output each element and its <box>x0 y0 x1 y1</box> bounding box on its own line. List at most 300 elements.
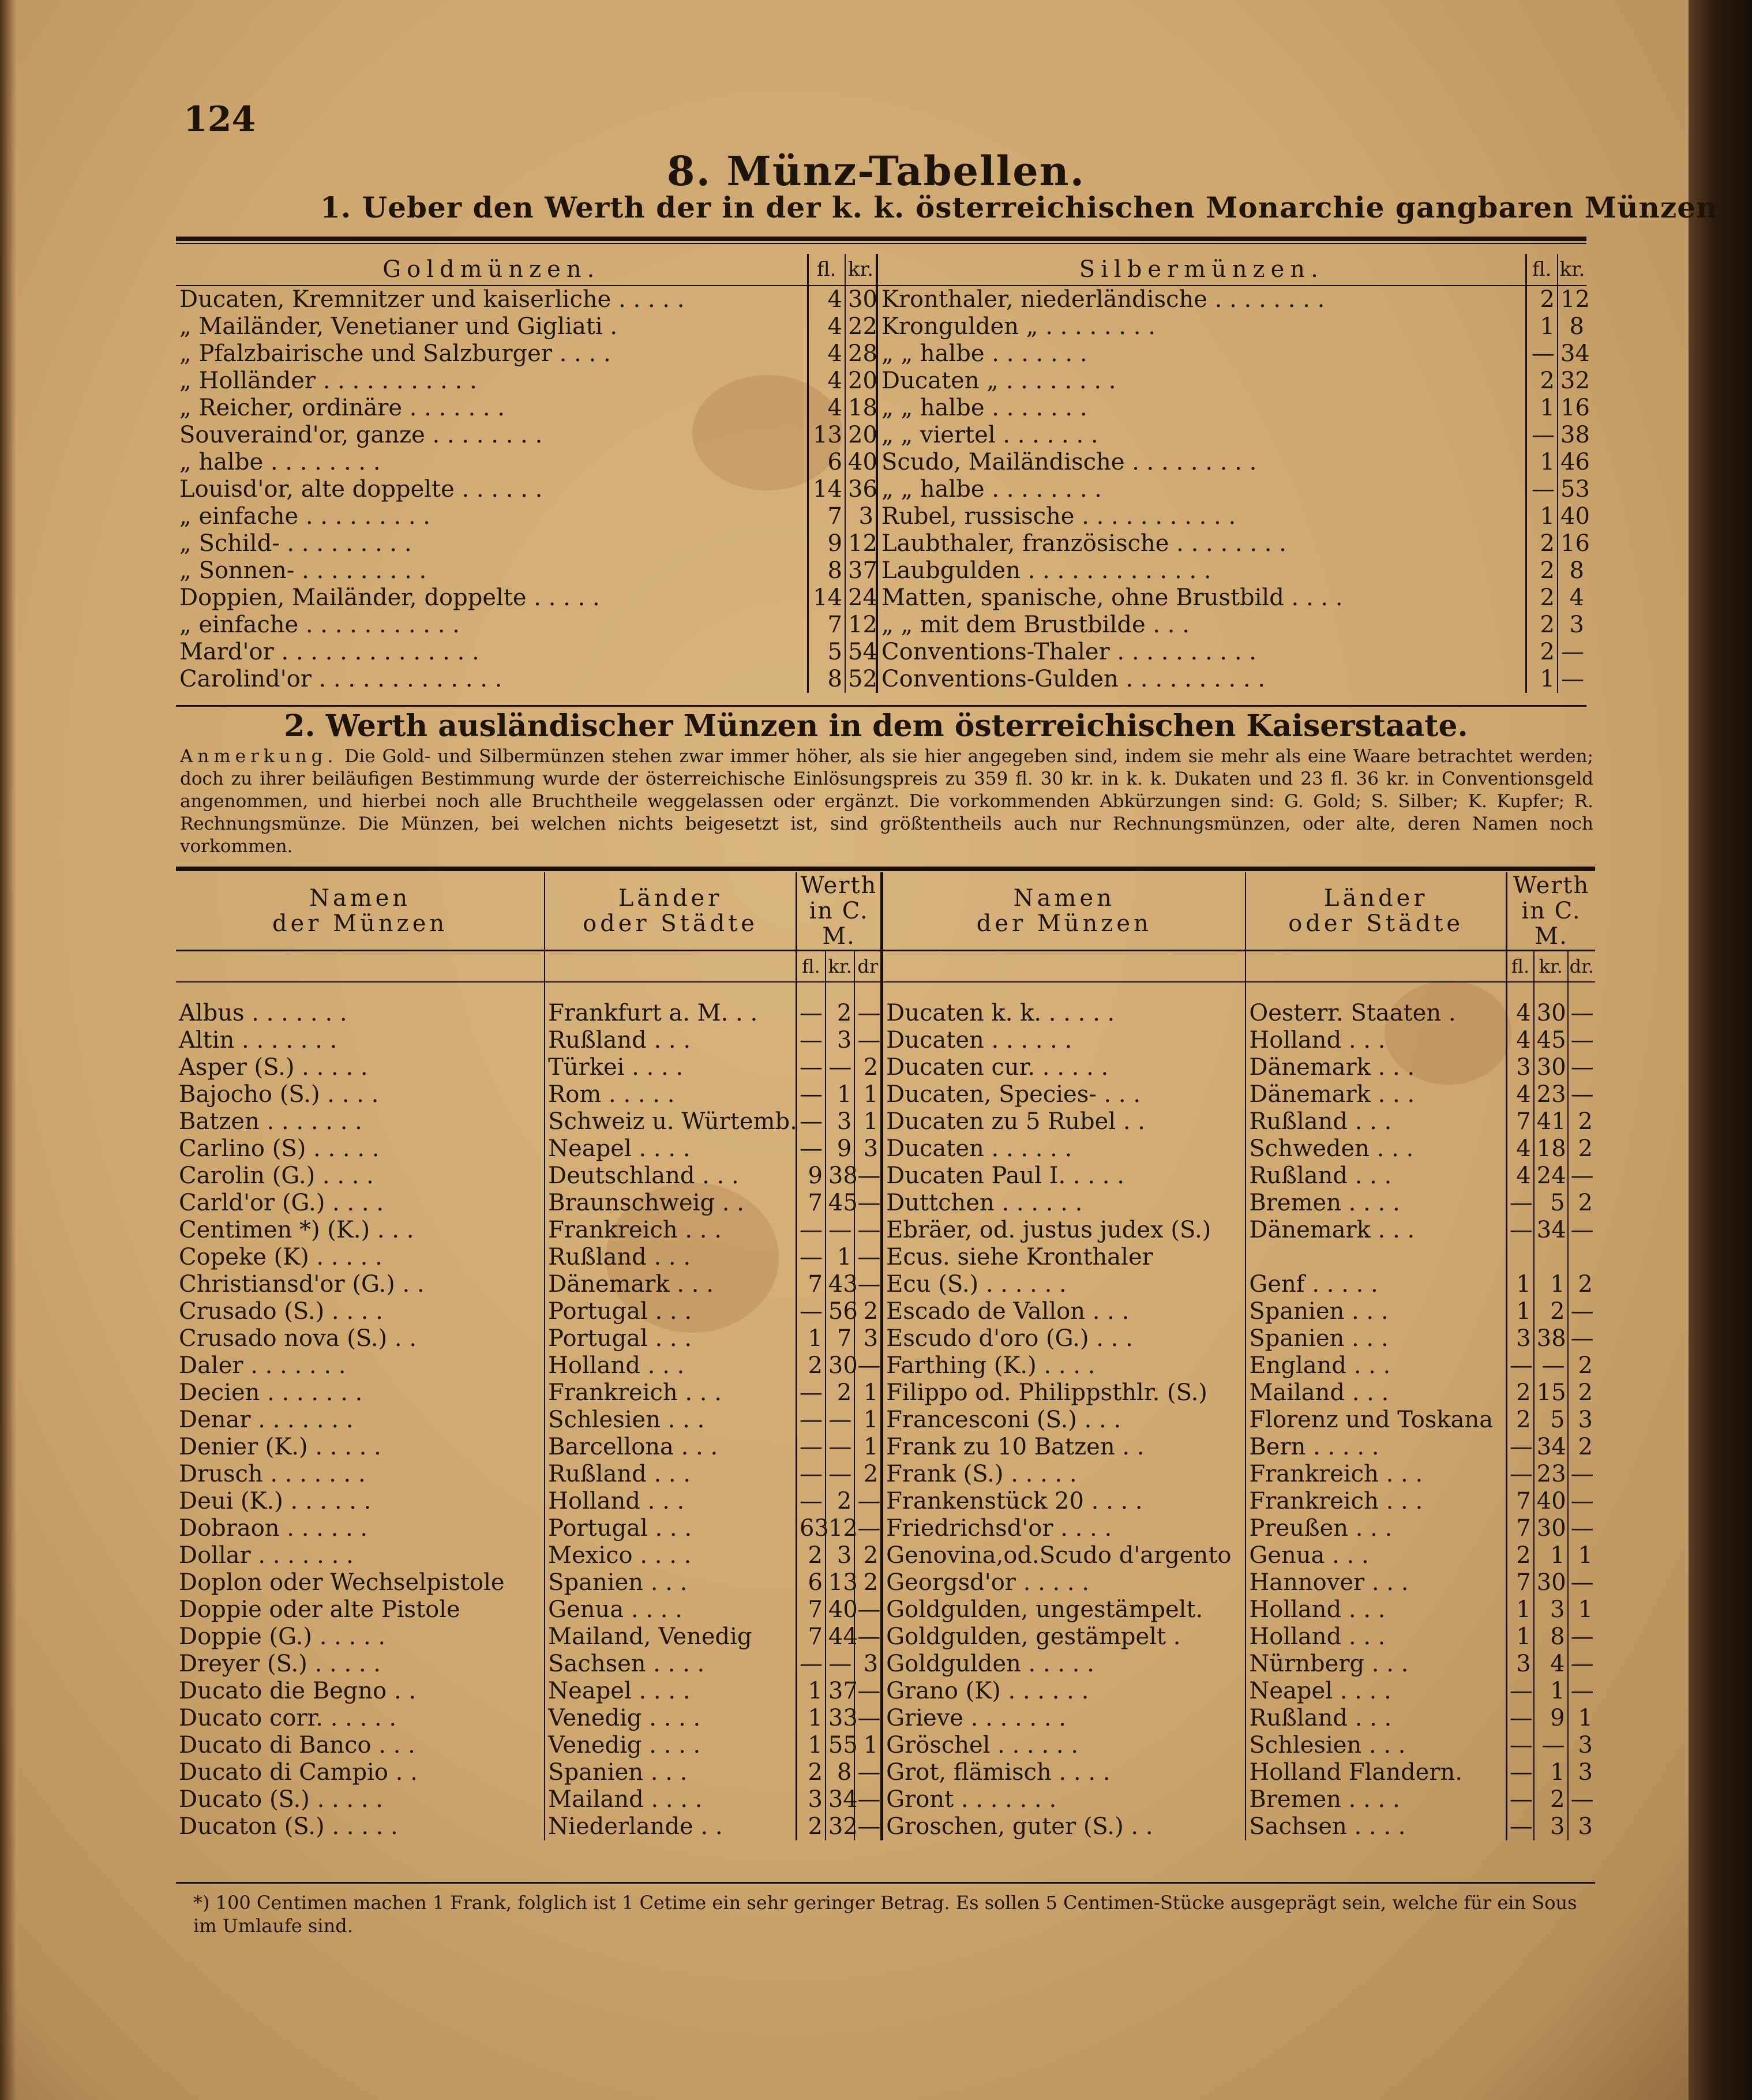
table2-row <box>176 1488 1595 1515</box>
coin-kr-left: 12 <box>826 1515 854 1542</box>
gold-coin-fl: 7 <box>808 503 845 530</box>
table2-row <box>176 1298 1595 1325</box>
coin-land-left: Mexico . . . . <box>545 1542 796 1569</box>
table1-row <box>176 639 1586 666</box>
silver-coin-kr: — <box>1558 666 1586 693</box>
coin-kr-left: 2 <box>826 1379 854 1407</box>
coin-fl-left: — <box>796 1488 825 1515</box>
coin-dr-left: — <box>854 1271 881 1298</box>
col-value-right <box>1506 872 1595 951</box>
coin-kr-right: 1 <box>1534 1678 1568 1705</box>
coin-dr-right: — <box>1568 1325 1595 1352</box>
coin-kr-left: 38 <box>826 1162 854 1190</box>
coin-land-left: Portugal . . . <box>545 1325 796 1352</box>
silver-coin-fl: 1 <box>1526 313 1558 340</box>
gold-coin-name: Mard'or . . . . . . . . . . . . . . <box>179 639 479 665</box>
coin-dr-left: 1 <box>854 1407 881 1434</box>
domestic-coins-table <box>176 254 1590 693</box>
coin-fl-left: — <box>796 1244 825 1271</box>
coin-fl-left: 7 <box>796 1623 825 1651</box>
page-number: 124 <box>183 99 256 140</box>
coin-dr-right: 3 <box>1568 1732 1595 1759</box>
coin-land-right: Schweden . . . <box>1245 1135 1506 1162</box>
gold-coin-fl: 14 <box>808 476 845 503</box>
coin-kr-left: 2 <box>826 1488 854 1515</box>
coin-land-left: Rußland . . . <box>545 1244 796 1271</box>
coin-dr-right: 2 <box>1568 1434 1595 1461</box>
coin-land-left: Spanien . . . <box>545 1569 796 1596</box>
silver-coin-fl: 2 <box>1526 367 1558 395</box>
coin-kr-left: 1 <box>826 1244 854 1271</box>
coin-name-left: Doplon oder Wechselpistole <box>179 1569 505 1596</box>
coin-name-right: Ecus. siehe Kronthaler <box>882 1244 1246 1271</box>
coin-fl-left: 1 <box>796 1732 825 1759</box>
coin-kr-right: 23 <box>1534 1081 1568 1108</box>
coin-fl-left: — <box>796 1407 825 1434</box>
coin-kr-left: 3 <box>826 1542 854 1569</box>
coin-dr-right: — <box>1568 1488 1595 1515</box>
gold-coin-kr: 30 <box>845 286 877 313</box>
coin-kr-right: 41 <box>1534 1108 1568 1135</box>
coin-land-right: Rußland . . . <box>1245 1162 1506 1190</box>
coin-dr-left: 2 <box>854 1569 881 1596</box>
coin-dr-right <box>1568 1244 1595 1271</box>
gold-coin-kr: 12 <box>845 530 877 557</box>
coin-fl-right: 2 <box>1506 1542 1533 1569</box>
coin-dr-left: 2 <box>854 1054 881 1081</box>
coin-dr-right: — <box>1568 1298 1595 1325</box>
coin-land-right: Rußland . . . <box>1245 1108 1506 1135</box>
gold-coin-name: „ Pfalzbairische und Salzburger . . . . <box>179 340 611 367</box>
table1-row <box>176 503 1586 530</box>
coin-land-right: Spanien . . . <box>1245 1298 1506 1325</box>
coin-land-right: Nürnberg . . . <box>1245 1651 1506 1678</box>
table2-header-row <box>176 872 1595 951</box>
coin-name-left: Denar . . . . . . . <box>179 1407 354 1433</box>
coin-land-right: Dänemark . . . <box>1245 1054 1506 1081</box>
table1-body <box>176 286 1590 693</box>
coin-fl-right: — <box>1506 1434 1533 1461</box>
coin-fl-left: 1 <box>796 1325 825 1352</box>
coin-dr-right: 2 <box>1568 1379 1595 1407</box>
coin-kr-left: 33 <box>826 1705 854 1732</box>
coin-land-left: Spanien . . . <box>545 1759 796 1786</box>
gold-coin-fl: 5 <box>808 639 845 666</box>
silver-fl-header: fl. <box>1526 254 1558 286</box>
coin-dr-left: 1 <box>854 1732 881 1759</box>
col-names-right <box>882 872 1246 951</box>
silver-coin-fl: 1 <box>1526 666 1558 693</box>
coin-fl-left: — <box>796 1135 825 1162</box>
col-value-line1: Werth <box>1513 872 1590 899</box>
table1-row <box>176 476 1586 503</box>
coin-land-right: Mailand . . . <box>1245 1379 1506 1407</box>
coin-kr-left: 30 <box>826 1352 854 1379</box>
coin-dr-left: — <box>854 1759 881 1786</box>
coin-fl-right: 4 <box>1506 982 1533 1027</box>
coin-land-right: Bern . . . . . <box>1245 1434 1506 1461</box>
coin-land-right: Genua . . . <box>1245 1542 1506 1569</box>
coin-name-left: Crusado (S.) . . . . <box>179 1298 383 1325</box>
silver-coin-name: Laubgulden . . . . . . . . . . . . . <box>877 557 1526 584</box>
book-spine <box>1689 0 1752 2100</box>
gold-coin-kr: 12 <box>845 612 877 639</box>
coin-kr-left: — <box>826 1054 854 1081</box>
coin-land-left: Frankreich . . . <box>545 1379 796 1407</box>
coin-kr-right: 30 <box>1534 982 1568 1027</box>
coin-dr-left: — <box>854 1244 881 1271</box>
silver-coin-name: Rubel, russische . . . . . . . . . . . <box>877 503 1526 530</box>
col-lands-line1: Länder <box>1323 885 1428 912</box>
coin-dr-right: 1 <box>1568 1596 1595 1623</box>
gold-coin-name: „ Reicher, ordinäre . . . . . . . <box>179 395 505 421</box>
coin-dr-left: 3 <box>854 1325 881 1352</box>
coin-name-right: Genovina,od.Scudo d'argento <box>882 1542 1246 1569</box>
coin-name-right: Farthing (K.) . . . . <box>882 1352 1246 1379</box>
table2-row <box>176 1081 1595 1108</box>
coin-kr-right: 2 <box>1534 1298 1568 1325</box>
silver-coin-kr: 4 <box>1558 584 1586 612</box>
coin-land-right: Holland Flandern. <box>1245 1759 1506 1786</box>
table2-row <box>176 1027 1595 1054</box>
silver-coin-name: Matten, spanische, ohne Brustbild . . . . <box>877 584 1526 612</box>
coin-dr-right: 3 <box>1568 1407 1595 1434</box>
coin-kr-right: 38 <box>1534 1325 1568 1352</box>
coin-land-left: Sachsen . . . . <box>545 1651 796 1678</box>
col-value-line1: Werth <box>800 872 877 899</box>
coin-dr-left: 3 <box>854 1651 881 1678</box>
coin-kr-left: 32 <box>826 1813 854 1840</box>
coin-kr-left: 40 <box>826 1596 854 1623</box>
blank-subheader <box>176 951 545 982</box>
coin-fl-right: — <box>1506 1705 1533 1732</box>
kr-subheader-left: kr. <box>826 951 854 982</box>
gold-fl-header: fl. <box>808 254 845 286</box>
table2-row <box>176 982 1595 1027</box>
coin-dr-left: — <box>854 1678 881 1705</box>
silver-coin-fl: 2 <box>1526 557 1558 584</box>
coin-land-right: England . . . <box>1245 1352 1506 1379</box>
coin-fl-right: 2 <box>1506 1407 1533 1434</box>
coin-fl-right: — <box>1506 1759 1533 1786</box>
coin-name-right: Goldgulden . . . . . <box>882 1651 1246 1678</box>
coin-dr-left: 2 <box>854 1461 881 1488</box>
coin-dr-right: — <box>1568 1678 1595 1705</box>
coin-fl-left: 2 <box>796 1542 825 1569</box>
coin-name-left: Dreyer (S.) . . . . . <box>179 1651 381 1677</box>
table1-row <box>176 395 1586 422</box>
table2-row <box>176 1054 1595 1081</box>
col-names-line2: der Münzen <box>272 910 448 937</box>
coin-name-right: Goldgulden, ungestämpelt. <box>882 1596 1246 1623</box>
table2-row <box>176 1759 1595 1786</box>
coin-kr-right: 1 <box>1534 1542 1568 1569</box>
coin-land-left: Frankfurt a. M. . . <box>545 982 796 1027</box>
coin-land-right: Neapel . . . . <box>1245 1678 1506 1705</box>
coin-dr-right: 2 <box>1568 1108 1595 1135</box>
coin-dr-left: — <box>854 1217 881 1244</box>
coin-fl-right: 4 <box>1506 1135 1533 1162</box>
coin-dr-left: — <box>854 1786 881 1813</box>
gold-coin-fl: 4 <box>808 395 845 422</box>
coin-name-right: Frankenstück 20 . . . . <box>882 1488 1246 1515</box>
coin-dr-left: 2 <box>854 1298 881 1325</box>
coin-dr-right: 2 <box>1568 1190 1595 1217</box>
coin-name-right: Grano (K) . . . . . . <box>882 1678 1246 1705</box>
coin-fl-left: 7 <box>796 1271 825 1298</box>
coin-kr-left: — <box>826 1651 854 1678</box>
silver-coin-kr: — <box>1558 639 1586 666</box>
gold-coin-fl: 4 <box>808 367 845 395</box>
coin-kr-left: — <box>826 1217 854 1244</box>
table2-row <box>176 1732 1595 1759</box>
coin-name-left: Carolin (G.) . . . . <box>179 1162 374 1189</box>
coin-kr-left: 3 <box>826 1108 854 1135</box>
coin-dr-right: — <box>1568 1461 1595 1488</box>
remark-paragraph <box>180 745 1593 858</box>
coin-fl-left: 7 <box>796 1596 825 1623</box>
silver-coin-fl: 1 <box>1526 395 1558 422</box>
table2-row <box>176 1352 1595 1379</box>
fl-subheader-right: fl. <box>1506 951 1533 982</box>
coin-name-left: Asper (S.) . . . . . <box>179 1054 368 1081</box>
coin-dr-right: 2 <box>1568 1135 1595 1162</box>
coin-land-left: Neapel . . . . <box>545 1678 796 1705</box>
coin-dr-left: — <box>854 1488 881 1515</box>
table2-row <box>176 1407 1595 1434</box>
coin-name-left: Drusch . . . . . . . <box>179 1461 366 1487</box>
coin-dr-right: — <box>1568 982 1595 1027</box>
coin-dr-right: 1 <box>1568 1542 1595 1569</box>
coin-name-left: Carld'or (G.) . . . . <box>179 1190 384 1216</box>
col-value-line2: in C. M. <box>1521 898 1581 950</box>
footnote: *) 100 Centimen machen 1 Frank, folglich ist 1 Cetime ein sehr geringer Betrag. Es sollen 5 Centimen-Stücke ausgeprägt sein, welche für ein Sous im Umlaufe sind. <box>193 1892 1577 1937</box>
silver-coin-kr: 53 <box>1558 476 1586 503</box>
coin-fl-left: — <box>796 1217 825 1244</box>
coin-fl-right: 3 <box>1506 1651 1533 1678</box>
table2-row <box>176 1108 1595 1135</box>
table2-row <box>176 1515 1595 1542</box>
coin-kr-right: 30 <box>1534 1515 1568 1542</box>
coin-dr-right: — <box>1568 1651 1595 1678</box>
coin-kr-right <box>1534 1244 1568 1271</box>
coin-dr-right: 3 <box>1568 1759 1595 1786</box>
coin-name-left: Dobraon . . . . . . <box>179 1515 368 1542</box>
col-names-line1: Namen <box>309 885 411 912</box>
silver-coin-name: Conventions-Thaler . . . . . . . . . . <box>877 639 1526 666</box>
coin-kr-right: 24 <box>1534 1162 1568 1190</box>
coin-name-right: Gront . . . . . . . <box>882 1786 1246 1813</box>
coin-dr-left: 1 <box>854 1379 881 1407</box>
table1-row <box>176 313 1586 340</box>
coin-land-right: Holland . . . <box>1245 1623 1506 1651</box>
coin-fl-right: — <box>1506 1813 1533 1840</box>
gold-coin-kr: 37 <box>845 557 877 584</box>
gold-coin-kr: 36 <box>845 476 877 503</box>
gold-coin-fl: 7 <box>808 612 845 639</box>
table2-row <box>176 1244 1595 1271</box>
table1-row <box>176 340 1586 367</box>
gold-coin-fl: 14 <box>808 584 845 612</box>
coin-fl-left: — <box>796 1651 825 1678</box>
gold-coin-kr: 20 <box>845 367 877 395</box>
silver-coin-kr: 34 <box>1558 340 1586 367</box>
coin-kr-right: — <box>1534 1352 1568 1379</box>
coin-fl-right: 4 <box>1506 1081 1533 1108</box>
coin-name-right: Ebräer, od. justus judex (S.) <box>882 1217 1246 1244</box>
gold-coin-name: „ einfache . . . . . . . . . . . <box>179 612 460 638</box>
coin-dr-left: — <box>854 982 881 1027</box>
coin-land-left: Venedig . . . . <box>545 1732 796 1759</box>
coin-kr-left: 45 <box>826 1190 854 1217</box>
coin-dr-right: — <box>1568 1162 1595 1190</box>
table2-top-rule <box>176 867 1595 871</box>
coin-fl-left: 2 <box>796 1759 825 1786</box>
remark-label: Anmerkung. <box>180 746 338 767</box>
coin-land-right: Frankreich . . . <box>1245 1461 1506 1488</box>
coin-name-left: Ducato di Banco . . . <box>179 1732 415 1758</box>
coin-fl-right: 3 <box>1506 1054 1533 1081</box>
silver-coin-fl: — <box>1526 340 1558 367</box>
gold-coins-header: Goldmünzen. <box>176 254 808 286</box>
gold-coin-name: „ Sonnen- . . . . . . . . . <box>179 557 427 584</box>
coin-dr-left: 1 <box>854 1434 881 1461</box>
coin-dr-left: 1 <box>854 1108 881 1135</box>
coin-fl-right: — <box>1506 1461 1533 1488</box>
table1-row <box>176 666 1586 693</box>
coin-kr-right: 5 <box>1534 1407 1568 1434</box>
coin-land-right: Genf . . . . . <box>1245 1271 1506 1298</box>
coin-fl-right: 7 <box>1506 1108 1533 1135</box>
coin-dr-left: — <box>854 1705 881 1732</box>
coin-land-left: Venedig . . . . <box>545 1705 796 1732</box>
table2-row <box>176 1461 1595 1488</box>
table2-row <box>176 1135 1595 1162</box>
col-names-line1: Namen <box>1013 885 1115 912</box>
gold-coin-kr: 40 <box>845 449 877 476</box>
coin-kr-right: 15 <box>1534 1379 1568 1407</box>
coin-kr-left: — <box>826 1407 854 1434</box>
coin-name-right: Ducaten, Species- . . . <box>882 1081 1246 1108</box>
coin-name-left: Ducato corr. . . . . . <box>179 1705 397 1731</box>
coin-fl-right: — <box>1506 1732 1533 1759</box>
coin-land-right: Sachsen . . . . <box>1245 1813 1506 1840</box>
coin-land-right: Hannover . . . <box>1245 1569 1506 1596</box>
silver-coin-kr: 16 <box>1558 530 1586 557</box>
coin-name-left: Centimen *) (K.) . . . <box>179 1217 414 1243</box>
silver-coin-kr: 46 <box>1558 449 1586 476</box>
coin-land-left: Schweiz u. Würtemb. <box>545 1108 796 1135</box>
gold-coin-fl: 13 <box>808 422 845 449</box>
silver-coin-kr: 12 <box>1558 286 1586 313</box>
coin-fl-left: 3 <box>796 1786 825 1813</box>
silver-coin-name: Kronthaler, niederländische . . . . . . . . <box>877 286 1526 313</box>
coin-fl-left: 9 <box>796 1162 825 1190</box>
gold-coin-name: Souveraind'or, ganze . . . . . . . . <box>179 422 543 448</box>
coin-fl-right: — <box>1506 1786 1533 1813</box>
gold-coin-name: „ Schild- . . . . . . . . . <box>179 530 412 557</box>
silver-coin-fl: 1 <box>1526 449 1558 476</box>
gold-coin-fl: 4 <box>808 340 845 367</box>
coin-fl-left: — <box>796 1081 825 1108</box>
coin-dr-right: — <box>1568 1054 1595 1081</box>
coin-land-left: Türkei . . . . <box>545 1054 796 1081</box>
gold-coin-fl: 4 <box>808 286 845 313</box>
coin-name-right: Escudo d'oro (G.) . . . <box>882 1325 1246 1352</box>
coin-dr-left: — <box>854 1190 881 1217</box>
coin-name-right: Grot, flämisch . . . . <box>882 1759 1246 1786</box>
coin-name-left: Doppie oder alte Pistole <box>179 1596 460 1623</box>
coin-fl-right: 4 <box>1506 1027 1533 1054</box>
silver-coin-name: „ „ viertel . . . . . . . <box>877 422 1526 449</box>
silver-coin-name: „ „ halbe . . . . . . . <box>877 340 1526 367</box>
coin-dr-right: — <box>1568 1027 1595 1054</box>
coin-kr-left: 9 <box>826 1135 854 1162</box>
table1-title: 1. Ueber den Werth der in der k. k. österreichischen Monarchie gangbaren Münzen <box>320 190 1718 224</box>
coin-dr-right: 3 <box>1568 1813 1595 1840</box>
col-names-line2: der Münzen <box>976 910 1152 937</box>
coin-fl-left: — <box>796 1461 825 1488</box>
coin-fl-left: — <box>796 1108 825 1135</box>
silver-coin-fl: 1 <box>1526 503 1558 530</box>
gold-coin-kr: 54 <box>845 639 877 666</box>
silver-coin-fl: — <box>1526 476 1558 503</box>
table2-row <box>176 1379 1595 1407</box>
col-value-left <box>796 872 881 951</box>
coin-land-left: Genua . . . . <box>545 1596 796 1623</box>
coin-dr-right: — <box>1568 1786 1595 1813</box>
coin-land-right: Bremen . . . . <box>1245 1190 1506 1217</box>
table1-header-row <box>176 254 1586 286</box>
coin-fl-left: — <box>796 1027 825 1054</box>
gold-coin-name: „ halbe . . . . . . . . <box>179 449 381 475</box>
coin-kr-left: 55 <box>826 1732 854 1759</box>
fl-subheader-left: fl. <box>796 951 825 982</box>
table2-row <box>176 1813 1595 1840</box>
coin-kr-right: 2 <box>1534 1786 1568 1813</box>
coin-fl-left: — <box>796 1298 825 1325</box>
coin-name-right: Ecu (S.) . . . . . . <box>882 1271 1246 1298</box>
coin-name-right: Ducaten zu 5 Rubel . . <box>882 1108 1246 1135</box>
coin-dr-left: — <box>854 1623 881 1651</box>
coin-land-left: Barcellona . . . <box>545 1434 796 1461</box>
coin-fl-right: — <box>1506 1217 1533 1244</box>
coin-land-right: Oesterr. Staaten . <box>1245 982 1506 1027</box>
coin-name-left: Altin . . . . . . . <box>179 1027 337 1053</box>
coin-kr-left: 2 <box>826 982 854 1027</box>
coin-land-left: Niederlande . . <box>545 1813 796 1840</box>
coin-kr-left: 7 <box>826 1325 854 1352</box>
coin-fl-left: — <box>796 1054 825 1081</box>
coin-fl-right: 1 <box>1506 1271 1533 1298</box>
coin-name-left: Albus . . . . . . . <box>179 1000 347 1026</box>
coin-kr-right: 34 <box>1534 1217 1568 1244</box>
coin-kr-right: 3 <box>1534 1596 1568 1623</box>
coin-dr-left: — <box>854 1352 881 1379</box>
coin-kr-left: — <box>826 1461 854 1488</box>
col-names-left <box>176 872 545 951</box>
silver-coin-kr: 40 <box>1558 503 1586 530</box>
coin-fl-right: — <box>1506 1190 1533 1217</box>
coin-fl-left: 1 <box>796 1678 825 1705</box>
coin-dr-left: — <box>854 1515 881 1542</box>
silver-coin-name: „ „ halbe . . . . . . . <box>877 395 1526 422</box>
coin-kr-right: 34 <box>1534 1434 1568 1461</box>
section-title: 8. Münz-Tabellen. <box>666 147 1086 195</box>
table2-bottom-rule <box>176 1882 1595 1884</box>
coin-dr-left: 2 <box>854 1542 881 1569</box>
coin-kr-right: 1 <box>1534 1271 1568 1298</box>
